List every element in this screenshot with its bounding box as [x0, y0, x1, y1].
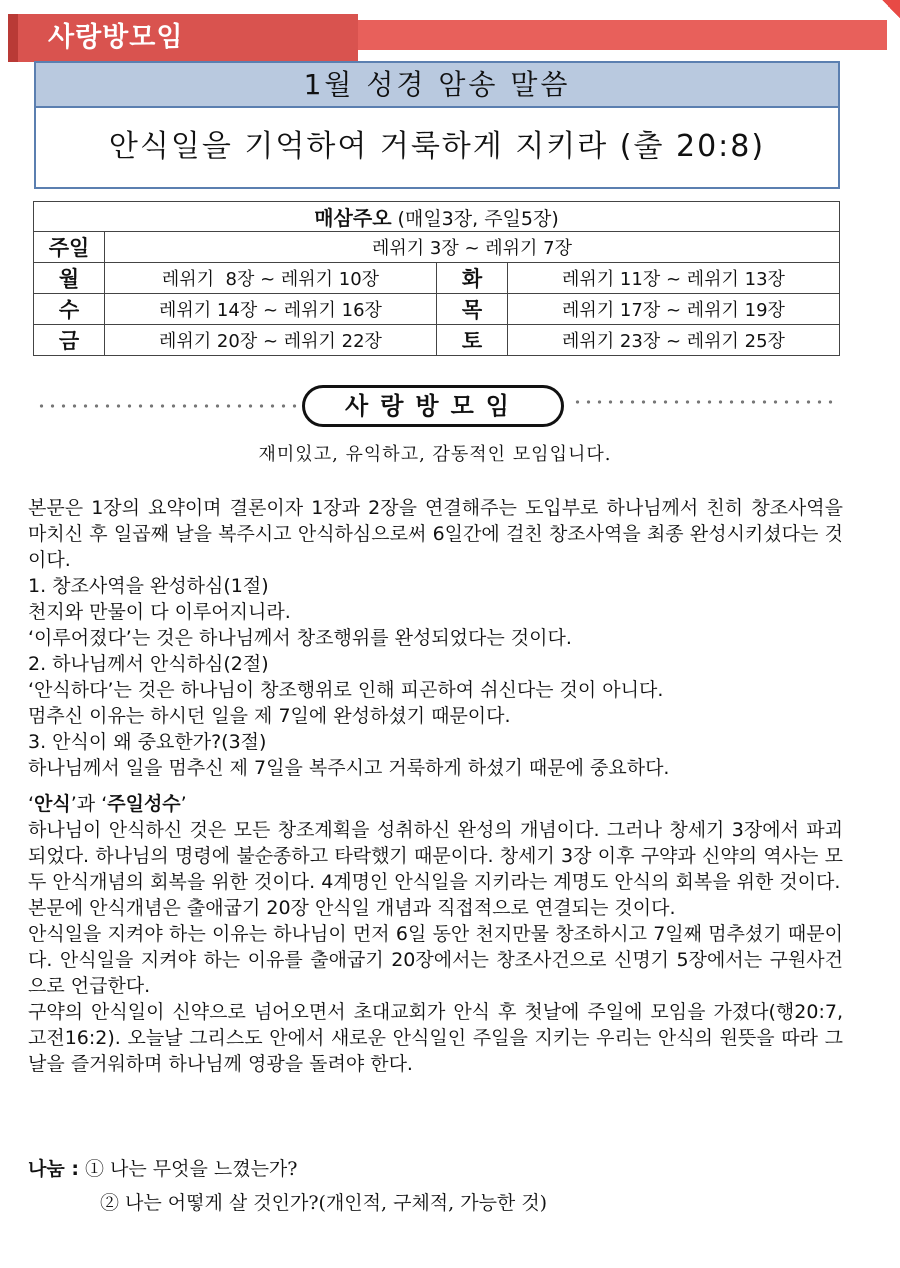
reading-range: 레위기 14장 ~ 레위기 16장 — [105, 294, 437, 325]
heading-quote: ’ — [180, 793, 187, 815]
study-line: 1. 창조사역을 완성하심(1절) — [28, 575, 269, 597]
memory-verse-month: 1월 성경 암송 말씀 — [36, 63, 838, 108]
sharing-questions — [28, 1152, 547, 1220]
study-body — [28, 495, 843, 1077]
section-tagline: 재미있고, 유익하고, 감동적인 모임입니다. — [258, 444, 612, 465]
reading-plan-row — [34, 263, 840, 294]
study-line: ‘이루어졌다’는 것은 하나님께서 창조행위를 완성되었다는 것이다. — [28, 627, 572, 649]
body-paragraph: 구약의 안식일이 신약으로 넘어오면서 초대교회가 안식 후 첫날에 주일에 모임을 가졌다(행20:7, 고전16:2). 오늘날 그리스도 안에서 새로운 안식일인 주일을 지키는 우리는 안식의 원뜻을 따라 그날을 즐거워하며 하나님께 영광을 돌려야 한다. — [28, 1001, 843, 1075]
reading-range: 레위기 17장 ~ 레위기 19장 — [508, 294, 840, 325]
reading-range: 레위기 3장 ~ 레위기 7장 — [105, 232, 840, 263]
body-paragraph: 본문에 안식개념은 출애굽기 20장 안식일 개념과 직접적으로 연결되는 것이다. — [28, 897, 676, 919]
reading-range: 레위기 23장 ~ 레위기 25장 — [508, 325, 840, 356]
dotted-divider-right — [572, 400, 834, 404]
reading-plan-table — [33, 201, 840, 356]
study-line: 2. 하나님께서 안식하심(2절) — [28, 653, 269, 675]
reading-day: 주일 — [34, 232, 105, 263]
dotted-divider-left — [36, 404, 298, 408]
section-title-pill: 사랑방모임 — [302, 385, 564, 427]
spacer — [28, 781, 843, 791]
body-paragraph: 하나님이 안식하신 것은 모든 창조계획을 성취하신 완성의 개념이다. 그러나 창세기 3장에서 파괴되었다. 하나님의 명령에 불순종하고 타락했기 때문이다. 창세기 3장 이후 구약과 신약의 역사는 모두 안식개념의 회복을 위한 것이다. 4계명인 안식일을 지키라는 계명도 안식의 회복을 위한 것이다. — [28, 819, 843, 893]
reading-plan-title-bold: 매삼주오 — [314, 206, 392, 230]
reading-plan-title-rest: (매일3장, 주일5장) — [391, 208, 559, 230]
study-line: 천지와 만물이 다 이루어지니라. — [28, 601, 291, 623]
reading-plan-title-row — [34, 202, 840, 232]
reading-plan-row — [34, 232, 840, 263]
heading-bold-lordsday: 주일성수 — [107, 793, 181, 815]
header-strip — [350, 20, 887, 50]
sharing-question: ② 나는 어떻게 살 것인가?(개인적, 구체적, 가능한 것) — [100, 1192, 548, 1214]
memory-verse-text: 안식일을 기억하여 거룩하게 지키라 (출 20:8) — [108, 129, 766, 164]
study-line: ‘안식하다’는 것은 하나님이 창조행위로 인해 피곤하여 쉬신다는 것이 아니다. — [28, 679, 664, 701]
corner-decoration — [882, 0, 900, 18]
sharing-line — [28, 1152, 547, 1186]
memory-verse-box — [34, 61, 840, 189]
reading-day: 토 — [437, 325, 508, 356]
intro-paragraph: 본문은 1장의 요약이며 결론이자 1장과 2장을 연결해주는 도입부로 하나님께서 친히 창조사역을 마치신 후 일곱째 날을 복주시고 안식하심으로써 6일간에 걸친 창조사역을 최종 완성시키셨다는 것이다. — [28, 497, 843, 571]
reading-plan-row — [34, 325, 840, 356]
reading-range: 레위기 11장 ~ 레위기 13장 — [508, 263, 840, 294]
sharing-label: 나눔 : — [28, 1158, 79, 1180]
study-line: 3. 안식이 왜 중요한가?(3절) — [28, 731, 267, 753]
study-line: 하나님께서 일을 멈추신 제 7일을 복주시고 거룩하게 하셨기 때문에 중요하다. — [28, 757, 670, 779]
sharing-question: ① 나는 무엇을 느꼈는가? — [84, 1158, 298, 1180]
body-paragraph: 안식일을 지켜야 하는 이유는 하나님이 먼저 6일 동안 천지만물 창조하시고 7일째 멈추셨기 때문이다. 안식일을 지켜야 하는 이유를 출애굽기 20장에서는 창조사건으로 신명기 5장에서는 구원사건으로 언급한다. — [28, 923, 843, 997]
reading-day: 금 — [34, 325, 105, 356]
sabbath-heading — [28, 791, 843, 817]
reading-range: 레위기 20장 ~ 레위기 22장 — [105, 325, 437, 356]
reading-range: 레위기 8장 ~ 레위기 10장 — [105, 263, 437, 294]
heading-mid: ’과 ‘ — [70, 793, 108, 815]
reading-day: 월 — [34, 263, 105, 294]
reading-plan-row — [34, 294, 840, 325]
study-line: 멈추신 이유는 하시던 일을 제 7일에 완성하셨기 때문이다. — [28, 705, 511, 727]
reading-day: 화 — [437, 263, 508, 294]
header-title: 사랑방모임 — [48, 22, 184, 53]
reading-day: 수 — [34, 294, 105, 325]
heading-quote: ‘ — [28, 793, 35, 815]
reading-plan-title — [34, 202, 840, 232]
reading-day: 목 — [437, 294, 508, 325]
header-banner-edge — [8, 14, 18, 62]
heading-bold-sabbath: 안식 — [34, 793, 71, 815]
